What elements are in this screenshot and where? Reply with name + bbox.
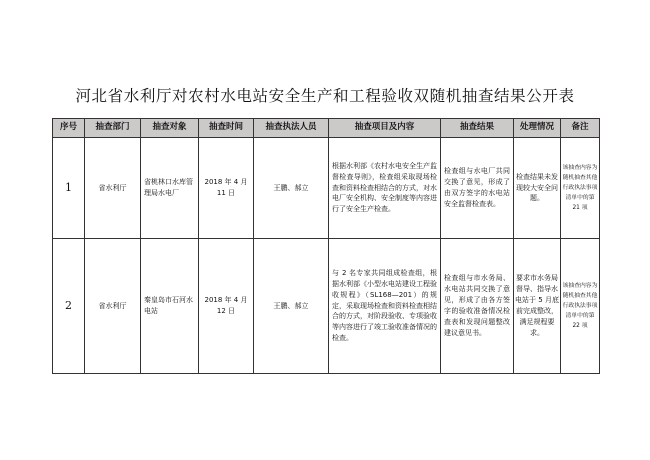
- row-result: 检查组与水电厂共同交换了意见，形成了由双方签字的水电站安全监督检查表。: [441, 138, 514, 239]
- row-content: 根据水利部《农村水电安全生产监督检查导则》，检查组采取现场检查和资料检查相结合的方式，对水电厂安全机构、安全制度等内容进行了安全生产检查。: [329, 138, 441, 239]
- header-cell-result: 抽查结果: [441, 119, 514, 138]
- row-date: 2018 年 4 月 11 日: [199, 138, 254, 239]
- row-handling: 检查结果未发现较大安全问题。: [514, 138, 561, 239]
- table-row: [53, 138, 600, 239]
- header-cell-content: 抽查项目及内容: [329, 119, 441, 138]
- header-cell-dept: 抽查部门: [85, 119, 141, 138]
- row-dept: 省水利厅: [85, 138, 141, 239]
- row-target: 省桃林口水库管理局水电厂: [141, 138, 199, 239]
- row-content: 与 2 名专家共同组成检查组，根据水利部《小型水电站建设工程验收规程》（SL168—201）的规定，采取现场检查和资料检查相结合的方式，对阶段验收、专项验收等内容进行了竣工验收准备情况的检查。: [329, 239, 441, 374]
- row-staff: 王鹏、郝立: [254, 239, 329, 374]
- header-cell-no: 序号: [53, 119, 85, 138]
- row-result: 检查组与市水务局、水电站共同交换了意见，形成了由各方签字的验收准备情况检查表和发现问题整改建议意见书。: [441, 239, 514, 374]
- row-number: 1: [53, 138, 85, 239]
- row-note: 该抽查内容为随机抽查其他行政执法事项清单中的第 22 项: [561, 239, 600, 374]
- row-handling: 要求市水务局督导、指导水电站于 5 月底前完成整改，满足规程要求。: [514, 239, 561, 374]
- row-date: 2018 年 4 月 12 日: [199, 239, 254, 374]
- header-cell-note: 备注: [561, 119, 600, 138]
- table-row: [53, 239, 600, 374]
- header-cell-handling: 处理情况: [514, 119, 561, 138]
- row-note: 该抽查内容为随机抽查其他行政执法事项清单中的第 21 项: [561, 138, 600, 239]
- page-title: 河北省水利厅对农村水电站安全生产和工程验收双随机抽查结果公开表: [75, 87, 575, 105]
- table-header-row: [53, 119, 600, 138]
- header-cell-staff: 抽查执法人员: [254, 119, 329, 138]
- row-staff: 王鹏、郝立: [254, 138, 329, 239]
- results-table: [52, 118, 600, 374]
- row-dept: 省水利厅: [85, 239, 141, 374]
- row-number: 2: [53, 239, 85, 374]
- header-cell-date: 抽查时间: [199, 119, 254, 138]
- header-cell-target: 抽查对象: [141, 119, 199, 138]
- row-target: 秦皇岛市石河水电站: [141, 239, 199, 374]
